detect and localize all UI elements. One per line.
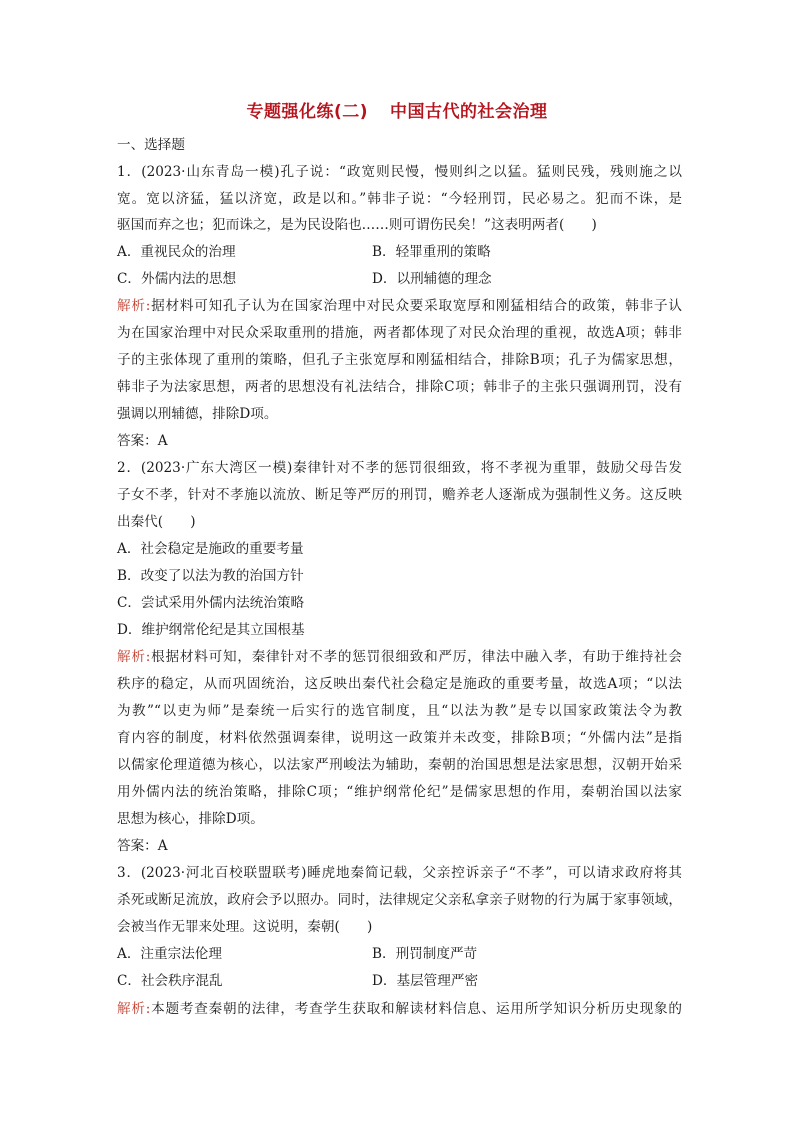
q2-stem-line: 2．(2023·广东大湾区一模)秦律针对不孝的惩罚很细致，将不孝视为重罪，鼓励父母告发 <box>117 460 682 476</box>
q3-analysis-line <box>117 1000 682 1018</box>
analysis-label: 解析: <box>117 1001 151 1017</box>
q2-answer-value: A <box>157 838 168 854</box>
q3-stem-line: 会被当作无罪来处理。这说明，秦朝( ) <box>117 919 373 935</box>
q1-stem-line: 驱国而弃之也；犯而诛之，是为民设陷也……则可谓伤民矣！”这表明两者( ) <box>117 217 597 233</box>
q2-stem-line: 子女不孝，针对不孝施以流放、断足等严厉的刑罚，赡养老人逐渐成为强制性义务。这反映 <box>117 487 682 503</box>
q1-analysis-line: 子的主张体现了重刑的策略，但孔子主张宽厚和刚猛相结合，排除B项；孔子为儒家思想， <box>117 352 682 368</box>
q1-analysis-line <box>117 297 682 315</box>
section-heading: 一、选择题 <box>117 137 185 153</box>
title-part1: 专题强化练(二) <box>246 102 369 122</box>
q2-option-c: C．尝试采用外儒内法统治策略 <box>117 595 305 611</box>
q2-option-b: B．改变了以法为教的治国方针 <box>117 568 304 584</box>
q2-option-d: D．维护纲常伦纪是其立国根基 <box>117 622 305 638</box>
q3-analysis-text: 本题考查秦朝的法律，考查学生获取和解读材料信息、运用所学知识分析历史现象的 <box>150 1001 682 1017</box>
q2-analysis-line: 思想为核心，排除D项。 <box>117 811 264 827</box>
analysis-label: 解析: <box>117 298 151 314</box>
page-title <box>0 97 794 122</box>
q3-option-a: A．注重宗法伦理 <box>117 946 222 962</box>
q3-stem-line: 杀死或断足流放，政府会予以照办。同时，法律规定父亲私拿亲子财物的行为属于家事领域， <box>117 892 682 908</box>
analysis-label: 解析: <box>117 649 151 665</box>
q1-analysis-line: 韩非子为法家思想，两者的思想没有礼法结合，排除C项；韩非子的主张只强调刑罚，没有 <box>117 379 682 395</box>
answer-label: 答案： <box>117 433 158 449</box>
q2-analysis-text: 根据材料可知，秦律针对不孝的惩罚很细致和严厉，律法中融入孝，有助于维持社会 <box>150 649 682 665</box>
q2-analysis-line: 用外儒内法的统治策略，排除C项；“维护纲常伦纪”是儒家思想的作用，秦朝治国以法家 <box>117 784 682 800</box>
q1-option-d: D．以刑辅德的理念 <box>372 271 492 287</box>
q1-option-b: B．轻罪重刑的策略 <box>372 244 491 260</box>
q2-analysis-line: 为教”“以吏为师”是秦统一后实行的选官制度，且“以法为教”是专以国家政策法令为教 <box>117 703 682 719</box>
q1-analysis-line: 强调以刑辅德，排除D项。 <box>117 406 278 422</box>
q1-answer-value: A <box>157 433 168 449</box>
q1-option-c: C．外儒内法的思想 <box>117 271 237 287</box>
q1-analysis-text: 据材料可知孔子认为在国家治理中对民众要采取宽厚和刚猛相结合的政策，韩非子认 <box>150 298 682 314</box>
q2-analysis-line: 育内容的制度，材料依然强调秦律，说明这一政策并未改变，排除B项；“外儒内法”是指 <box>117 730 682 746</box>
q2-analysis-line: 秩序的稳定，从而巩固统治，这反映出秦代社会稳定是施政的重要考量，故选A项；“以法 <box>117 676 682 692</box>
q3-option-c: C．社会秩序混乱 <box>117 973 223 989</box>
q3-option-d: D．基层管理严密 <box>372 973 479 989</box>
q2-analysis-line: 以儒家伦理道德为核心，以法家严刑峻法为辅助，秦朝的治国思想是法家思想，汉朝开始采 <box>117 757 682 773</box>
q2-option-a: A．社会稳定是施政的重要考量 <box>117 541 304 557</box>
q2-stem-line: 出秦代( ) <box>117 514 196 530</box>
q2-analysis-line <box>117 648 682 666</box>
q1-answer <box>117 432 682 450</box>
answer-label: 答案： <box>117 838 158 854</box>
q1-stem-line: 1．(2023·山东青岛一模)孔子说：“政宽则民慢，慢则纠之以猛。猛则民残，残则施之以 <box>117 164 682 180</box>
q3-option-b: B．刑罚制度严苛 <box>372 946 478 962</box>
q1-stem-line: 宽。宽以济猛，猛以济宽，政是以和。”韩非子说：“今轻刑罚，民必易之。犯而不诛，是 <box>117 191 682 207</box>
q2-answer <box>117 837 682 855</box>
title-part2: 中国古代的社会治理 <box>390 102 548 122</box>
q1-option-a: A．重视民众的治理 <box>117 244 236 260</box>
q1-analysis-line: 为在国家治理中对民众采取重刑的措施，两者都体现了对民众治理的重视，故选A项；韩非 <box>117 325 682 341</box>
q3-stem-line: 3．(2023·河北百校联盟联考)睡虎地秦简记载，父亲控诉亲子“不孝”，可以请求政府将其 <box>117 865 682 881</box>
